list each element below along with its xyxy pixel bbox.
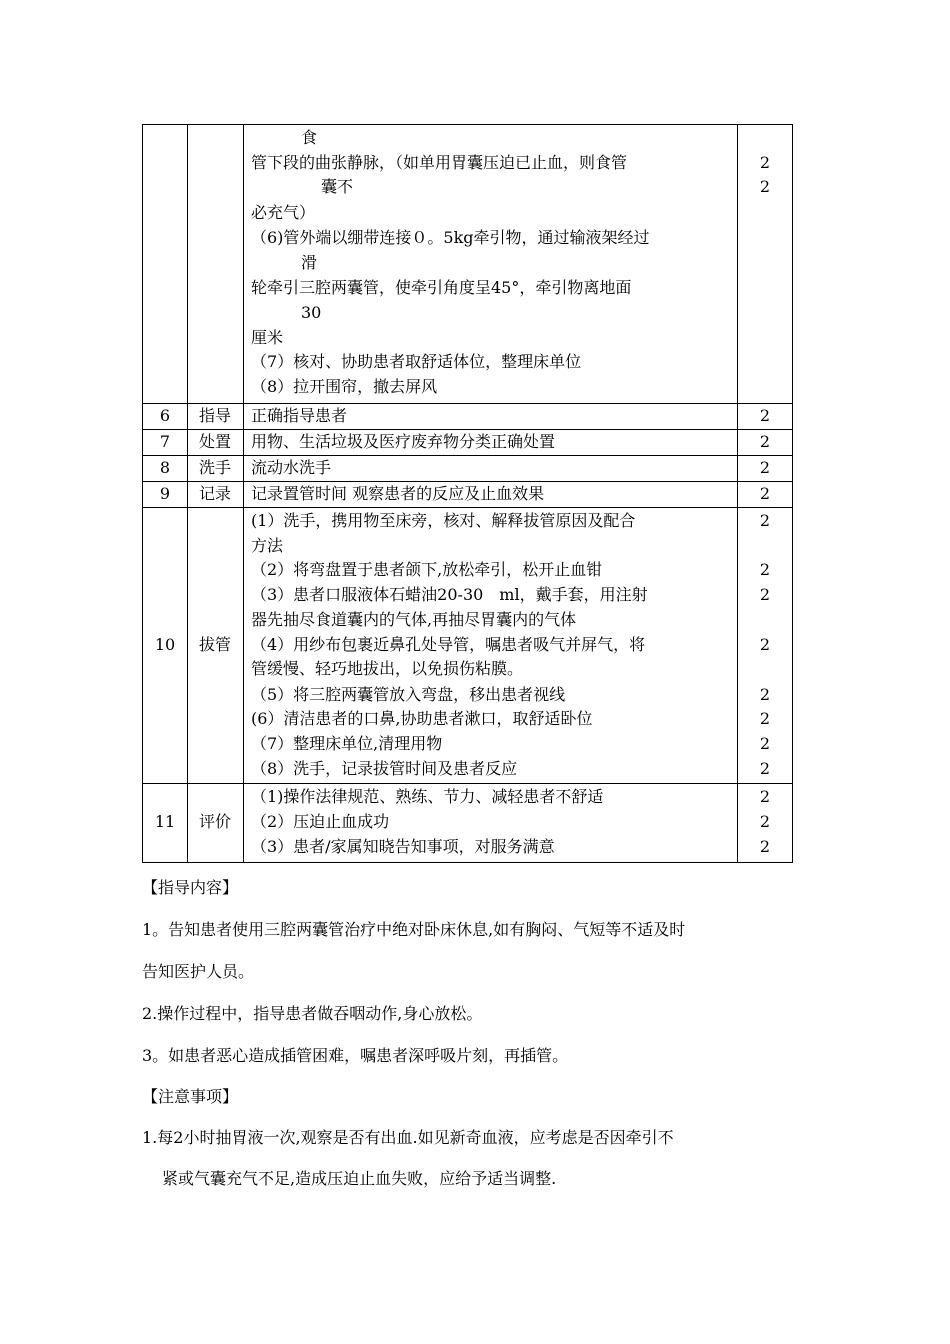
table-row-text: （7）整理床单位,清理用物 — [251, 734, 443, 753]
notes-heading: 【注意事项】 — [142, 1087, 239, 1106]
table-row-text: （3）患者/家属知晓告知事项，对服务满意 — [251, 837, 555, 856]
table-row-text: （8）拉开围帘，撤去屏风 — [251, 377, 438, 396]
score-value: 2 — [759, 812, 771, 831]
table-row-text: （2）将弯盘置于患者颌下,放松牵引，松开止血钳 — [251, 560, 603, 579]
table-row-text: (6）清洁患者的口鼻,协助患者漱口，取舒适卧位 — [251, 709, 593, 728]
table-row-text: 器先抽尽食道囊内的气体,再抽尽胃囊内的气体 — [251, 610, 577, 629]
table-row-text: (1）洗手，携用物至床旁，核对、解释拔管原因及配合 — [251, 511, 636, 530]
score-value: 2 — [759, 432, 771, 451]
score-value: 2 — [759, 177, 771, 196]
row-divider — [143, 403, 792, 404]
table-row-text: 流动水洗手 — [251, 458, 332, 477]
notes-item: 紧或气囊充气不足,造成压迫止血失败，应给予适当调整. — [162, 1169, 557, 1188]
score-value: 2 — [759, 734, 771, 753]
guidance-item: 告知医护人员。 — [142, 962, 255, 981]
table-row-text: （2）压迫止血成功 — [251, 812, 390, 831]
row-number: 9 — [159, 484, 171, 503]
score-value: 2 — [759, 709, 771, 728]
score-value: 2 — [759, 511, 771, 530]
table-row-text: 记录置管时间 观察患者的反应及止血效果 — [251, 484, 545, 503]
table-row-text: 食 — [301, 128, 318, 147]
score-value: 2 — [759, 153, 771, 172]
guidance-item: 3。如患者恶心造成插管困难，嘱患者深呼吸片刻，再插管。 — [142, 1046, 569, 1065]
guidance-item: 1。告知患者使用三腔两囊管治疗中绝对卧床休息,如有胸闷、气短等不适及时 — [142, 920, 686, 939]
row-label: 记录 — [198, 484, 231, 503]
row-label: 洗手 — [198, 458, 231, 477]
row-number: 11 — [154, 812, 176, 831]
table-row-text: （8）洗手，记录拔管时间及患者反应 — [251, 759, 518, 778]
table-row-text: （6)管外端以绷带连接０。5kg牵引物，通过输液架经过 — [251, 228, 650, 247]
score-value: 2 — [759, 585, 771, 604]
row-divider — [143, 507, 792, 508]
score-value: 2 — [759, 787, 771, 806]
table-row-text: 必充气） — [251, 203, 316, 222]
table-row-text: （4）用纱布包裹近鼻孔处导管，嘱患者吸气并屏气，将 — [251, 635, 646, 654]
row-number: 6 — [159, 406, 171, 425]
guidance-heading: 【指导内容】 — [142, 878, 239, 897]
table-row-text: 管下段的曲张静脉，（如单用胃囊压迫已止血，则食管 — [251, 153, 628, 172]
score-value: 2 — [759, 484, 771, 503]
table-row-text: 厘米 — [251, 328, 284, 347]
table-row-text: （1)操作法律规范、熟练、节力、减轻患者不舒适 — [251, 787, 604, 806]
table-row-text: （7）核对、协助患者取舒适体位，整理床单位 — [251, 352, 582, 371]
score-value: 2 — [759, 458, 771, 477]
table-row-text: 滑 — [301, 253, 318, 272]
table-row-text: 正确指导患者 — [251, 406, 348, 425]
row-divider — [143, 481, 792, 482]
column-divider — [243, 125, 244, 862]
table-row-text: 30 — [301, 303, 322, 322]
row-label: 评价 — [198, 812, 231, 831]
scoring-table — [142, 124, 793, 863]
table-row-text: 管缓慢、轻巧地拔出，以免损伤粘膜。 — [251, 659, 524, 678]
guidance-item: 2.操作过程中，指导患者做吞咽动作,身心放松。 — [142, 1004, 483, 1023]
table-row-text: 用物、生活垃圾及医疗废弃物分类正确处置 — [251, 432, 556, 451]
row-label: 指导 — [198, 406, 231, 425]
row-divider — [143, 455, 792, 456]
table-row-text: （3）患者口服液体石蜡油20-30 ml，戴手套，用注射 — [251, 585, 648, 604]
score-value: 2 — [759, 759, 771, 778]
row-divider — [143, 429, 792, 430]
row-divider — [143, 783, 792, 784]
score-value: 2 — [759, 560, 771, 579]
row-number: 10 — [154, 635, 176, 654]
notes-item: 1.每2小时抽胃液一次,观察是否有出血.如见新奇血液，应考虑是否因牵引不 — [142, 1128, 674, 1147]
row-number: 8 — [159, 458, 171, 477]
row-number: 7 — [159, 432, 171, 451]
table-row-text: （5）将三腔两囊管放入弯盘，移出患者视线 — [251, 685, 566, 704]
table-row-text: 囊不 — [321, 177, 354, 196]
score-value: 2 — [759, 635, 771, 654]
table-row-text: 方法 — [251, 536, 284, 555]
row-label: 处置 — [198, 432, 231, 451]
table-row-text: 轮牵引三腔两囊管，使牵引角度呈45°，牵引物离地面 — [251, 278, 632, 297]
score-value: 2 — [759, 406, 771, 425]
score-value: 2 — [759, 837, 771, 856]
row-label: 拔管 — [198, 635, 231, 654]
score-value: 2 — [759, 685, 771, 704]
